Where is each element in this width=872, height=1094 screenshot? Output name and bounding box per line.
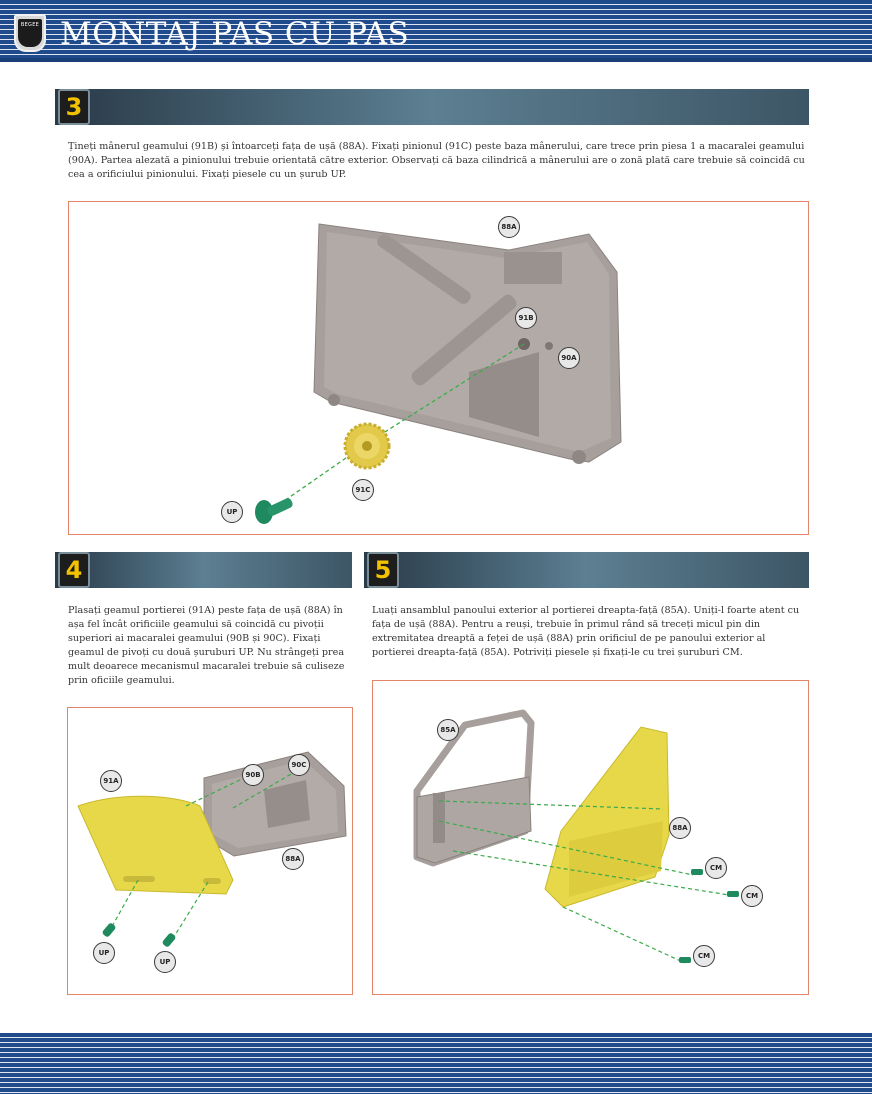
brand-logo-text: BEGEE — [20, 22, 40, 28]
part-label-88a: 88A — [669, 817, 691, 839]
part-label-up: UP — [221, 501, 243, 523]
assembly-guide-line-4 — [563, 907, 685, 963]
step-3-number: 3 — [58, 89, 90, 125]
part-label-90b: 90B — [242, 764, 264, 786]
step-5-instructions: Luați ansamblul panoului exterior al portierei dreapta-față (85A). Uniți-l foarte atent cu fața de ușă (88A). Pentru a reuși, trebuie în primul rând să treceți micul pin din extremitatea dreaptă a feței de ușă (88A) prin orificiul de pe panoului exterior al portierei dreapta-față (85A). Potriviți piesele și fixați-le cu trei șuruburi CM. — [372, 605, 800, 658]
brand-logo-shield-icon — [18, 19, 42, 47]
part-label-90a: 90A — [558, 347, 580, 369]
step-5-number: 5 — [367, 552, 399, 588]
part-label-cm-1: CM — [705, 857, 727, 879]
part-label-up-1: UP — [93, 942, 115, 964]
step-3-illustration — [68, 201, 809, 535]
step-4-number: 4 — [58, 552, 90, 588]
step-5-illustration — [372, 680, 809, 995]
page-title: MONTAJ PAS CU PAS — [60, 16, 410, 52]
pinion-91c-hole — [362, 441, 372, 451]
brand-logo — [14, 14, 46, 52]
regulator-pivot — [545, 342, 553, 350]
step-3-bar — [55, 89, 809, 125]
screw-up-1 — [101, 922, 116, 938]
mount-pin-right — [572, 450, 586, 464]
part-label-cm-2: CM — [741, 885, 763, 907]
glass-slot-right — [203, 878, 221, 884]
step-4-bar — [55, 552, 352, 588]
part-label-91c: 91C — [352, 479, 374, 501]
step-3-instructions: Țineți mânerul geamului (91B) și întoarceți fața de ușă (88A). Fixați pinionul (91C) peste baza mânerului, care trece prin piesa 1 a macaralei geamului (90A). Partea alezată a pinionului trebuie orientată către exterior. Observați că baza cilindrică a mânerului are o zonă plată care trebuie să coincidă cu cea a orificiului pinionului. Fixați piesele cu un șurub UP. — [68, 141, 805, 180]
step-3-diagram — [69, 202, 809, 535]
mount-pin-left — [328, 394, 340, 406]
screw-up-2 — [161, 932, 176, 948]
part-label-90c: 90C — [288, 754, 310, 776]
part-label-88a: 88A — [498, 216, 520, 238]
step-5-bar — [364, 552, 809, 588]
part-label-cm-3: CM — [693, 945, 715, 967]
part-label-88a: 88A — [282, 848, 304, 870]
screw-cm-3 — [679, 957, 691, 963]
screw-cm-1 — [691, 869, 703, 875]
footer-band — [0, 1033, 872, 1094]
door-latch-block — [504, 252, 562, 284]
screw-up-shank — [266, 497, 294, 517]
screw-cm-2 — [727, 891, 739, 897]
step-4-illustration — [67, 707, 353, 995]
part-label-91a: 91A — [100, 770, 122, 792]
part-label-up-2: UP — [154, 951, 176, 973]
door-hinge-block — [433, 793, 445, 843]
step-4-instructions: Plasați geamul portierei (91A) peste fața de ușă (88A) în așa fel încât orificiile geamului să coincidă cu pivoții superiori ai macaralei geamului (90B și 90C). Fixați geamul de pivoți cu două șuruburi UP. Nu strângeți prea mult deoarece mecanismul macaralei trebuie să culiseze prin oficiile geamului. — [68, 605, 345, 686]
part-label-85a: 85A — [437, 719, 459, 741]
glass-slot-left — [123, 876, 155, 882]
part-label-91b: 91B — [515, 307, 537, 329]
